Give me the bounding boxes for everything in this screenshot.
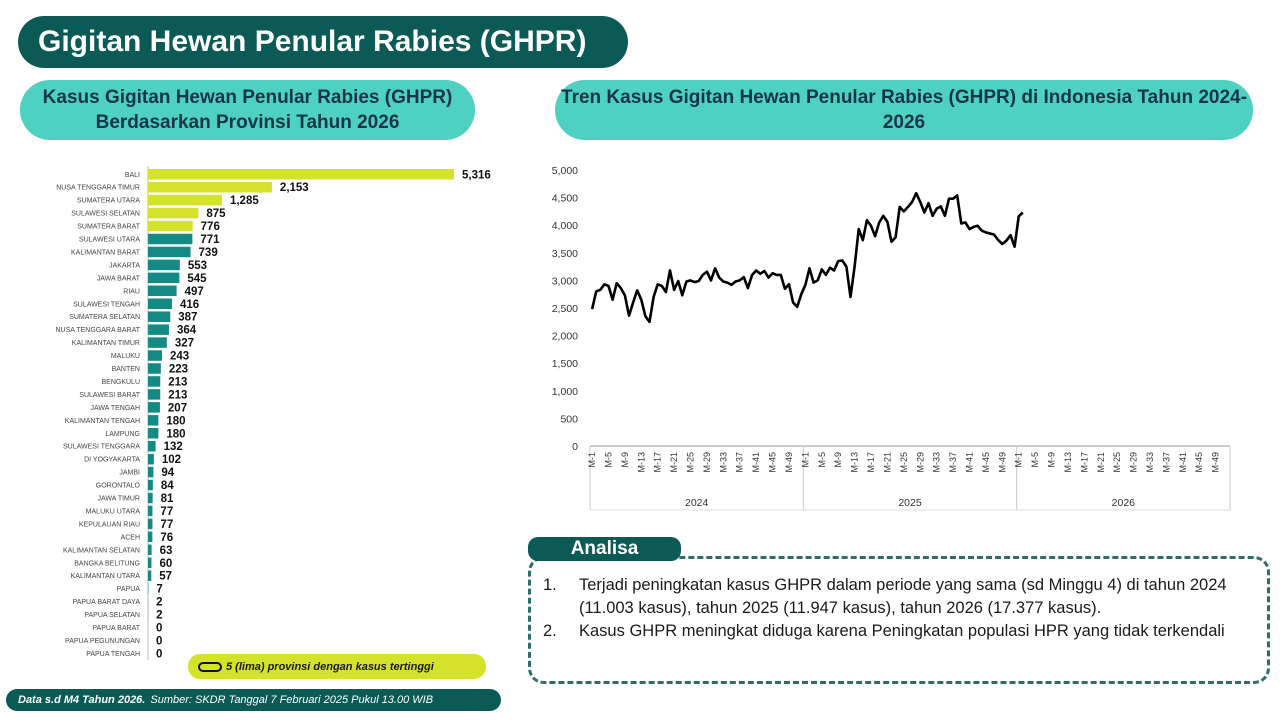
x-tick-label: M-41: [964, 452, 975, 473]
bar: [148, 337, 167, 348]
trend-line-chart: [520, 158, 1260, 518]
bar-value-label: 2: [156, 596, 163, 609]
bar-value-label: 243: [169, 350, 190, 363]
x-tick-label: M-33: [1145, 452, 1155, 473]
province-label: PAPUA BARAT DAYA: [72, 599, 140, 607]
bar-value-label: 327: [174, 337, 195, 350]
bar: [148, 493, 153, 504]
bar-value-label: 223: [168, 363, 189, 376]
x-tick-label: M-21: [669, 452, 680, 473]
bar: [148, 402, 160, 413]
bar: [148, 389, 160, 400]
province-label: JAMBI: [119, 469, 140, 477]
x-tick-label: M-9: [619, 452, 630, 468]
province-label: KALIMANTAN TENGAH: [64, 417, 140, 425]
analysis-text: Terjadi peningkatan kasus GHPR dalam periode yang sama (sd Minggu 4) di tahun 2024 (11.003 kasus), tahun 2025 (11.947 kasus), tahun 2026 (17.377 kasus).: [579, 576, 1227, 617]
x-tick-label: M-25: [1112, 452, 1123, 473]
province-label: JAKARTA: [109, 262, 140, 270]
x-tick-label: M-1: [1013, 452, 1024, 468]
bar: [148, 428, 158, 439]
province-label: JAWA TENGAH: [90, 404, 140, 412]
bar-value-label: 180: [166, 415, 186, 428]
x-tick-label: M-49: [1210, 452, 1221, 473]
bar-value-label: 0: [156, 622, 163, 635]
footer-bold: Data s.d M4 Tahun 2026.: [18, 694, 146, 706]
x-tick-label: M-5: [816, 452, 827, 468]
analysis-number: 1.: [543, 576, 557, 594]
province-label: SULAWESI SELATAN: [71, 210, 140, 218]
bar-value-label: 63: [159, 544, 173, 557]
bar-chart-title: Kasus Gigitan Hewan Penular Rabies (GHPR) Berdasarkan Provinsi Tahun 2026: [20, 80, 475, 140]
bar: [148, 311, 170, 322]
x-tick-label: M-45: [980, 452, 991, 473]
bar-value-label: 776: [200, 221, 220, 234]
province-label: KALIMANTAN SELATAN: [62, 547, 140, 555]
bar: [148, 324, 169, 335]
bar: [148, 169, 454, 180]
x-tick-label: M-49: [783, 452, 794, 473]
analysis-title: Analisa: [528, 537, 681, 561]
bar: [148, 350, 162, 361]
x-tick-label: M-45: [1194, 452, 1205, 473]
analysis-text: Kasus GHPR meningkat diduga karena Peningkatan populasi HPR yang tidak terkendali: [579, 622, 1225, 640]
province-label: GORONTALO: [95, 482, 140, 490]
province-label: NUSA TENGGARA BARAT: [55, 327, 140, 335]
legend-swatch: [198, 662, 222, 672]
bar-value-label: 497: [184, 285, 204, 298]
x-tick-label: M-21: [882, 452, 893, 473]
x-tick-label: M-37: [734, 452, 745, 473]
bar: [148, 363, 161, 374]
analysis-item: [543, 620, 1258, 643]
province-label: ACEH: [120, 534, 140, 542]
bar: [148, 234, 192, 245]
bar-value-label: 545: [187, 272, 207, 285]
x-tick-label: M-1: [800, 452, 811, 468]
province-label: KALIMANTAN TIMUR: [71, 340, 140, 348]
bar: [148, 247, 191, 258]
x-tick-label: M-33: [931, 452, 942, 473]
province-label: PAPUA: [116, 586, 140, 594]
y-tick-label: 3,500: [551, 247, 578, 260]
bar: [148, 519, 152, 530]
x-tick-label: M-13: [1062, 452, 1073, 473]
x-tick-label: M-45: [767, 452, 778, 473]
bar: [148, 182, 272, 193]
y-tick-label: 1,000: [551, 385, 578, 398]
bar-value-label: 213: [168, 389, 188, 402]
province-label: DI YOGYAKARTA: [84, 456, 140, 464]
bar-value-label: 875: [206, 208, 226, 221]
province-label: BANTEN: [111, 366, 140, 373]
bar: [148, 286, 177, 297]
x-tick-label: M-29: [1128, 452, 1139, 473]
legend: [188, 654, 486, 679]
x-tick-label: M-13: [849, 452, 860, 473]
bar: [148, 208, 198, 219]
x-tick-label: M-1: [587, 452, 598, 468]
x-tick-label: M-41: [751, 452, 762, 473]
x-tick-label: M-17: [866, 452, 877, 473]
bar-value-label: 102: [161, 454, 182, 467]
x-tick-label: M-9: [833, 452, 844, 468]
bar-value-label: 416: [179, 298, 200, 311]
bar: [148, 570, 151, 581]
bar-value-label: 57: [159, 570, 173, 583]
bar: [148, 376, 160, 387]
province-label: BALI: [124, 171, 140, 179]
bar-value-label: 5,316: [462, 169, 491, 182]
province-label: RIAU: [123, 288, 140, 296]
x-tick-label: M-29: [701, 452, 712, 473]
analysis-number: 2.: [543, 622, 557, 640]
province-label: SULAWESI TENGGARA: [62, 443, 140, 451]
analysis-list: [543, 574, 1258, 643]
y-tick-label: 4,500: [551, 192, 578, 205]
province-label: SULAWESI BARAT: [79, 391, 140, 399]
bar-value-label: 1,285: [229, 195, 259, 208]
line-chart-title: Tren Kasus Gigitan Hewan Penular Rabies (GHPR) di Indonesia Tahun 2024-2026: [555, 80, 1253, 140]
bar-value-label: 77: [160, 518, 174, 531]
bar-value-label: 84: [160, 480, 174, 493]
bar: [148, 532, 152, 543]
bar-value-label: 60: [159, 557, 173, 570]
source-footer: [6, 689, 501, 711]
x-tick-label: M-25: [685, 452, 696, 473]
bar-value-label: 2,153: [279, 182, 309, 195]
bar-value-label: 387: [178, 311, 198, 324]
year-label: 2026: [1111, 497, 1136, 509]
bar: [148, 506, 152, 517]
province-label: JAWA BARAT: [96, 275, 140, 283]
bar: [148, 467, 153, 478]
bar-value-label: 0: [156, 635, 163, 648]
bar-value-label: 81: [160, 493, 174, 505]
x-tick-label: M-9: [1046, 452, 1057, 468]
year-label: 2024: [684, 497, 709, 509]
bar: [148, 545, 152, 556]
province-label: BENGKULU: [101, 378, 140, 386]
bar: [148, 558, 151, 569]
province-label: LAMPUNG: [105, 430, 140, 438]
y-tick-label: 500: [560, 413, 578, 426]
x-tick-label: M-25: [898, 452, 909, 473]
bar-value-label: 207: [167, 402, 188, 415]
x-tick-label: M-49: [997, 452, 1008, 473]
x-tick-label: M-37: [948, 452, 959, 473]
bar-value-label: 771: [200, 234, 220, 246]
footer-source: Sumber: SKDR Tanggal 7 Februari 2025 Pukul 13.00 WIB: [150, 694, 434, 706]
bar: [148, 260, 180, 271]
province-label: SUMATERA UTARA: [76, 197, 140, 205]
page-title: Gigitan Hewan Penular Rabies (GHPR): [18, 16, 628, 68]
bar-value-label: 94: [161, 467, 175, 480]
province-label: MALUKU: [110, 353, 140, 361]
y-tick-label: 4,000: [551, 220, 578, 233]
province-label: MALUKU UTARA: [85, 508, 140, 516]
bar: [148, 299, 172, 310]
province-label: SUMATERA BARAT: [77, 223, 140, 231]
province-label: SULAWESI TENGAH: [73, 301, 140, 309]
bar-value-label: 76: [160, 531, 174, 544]
bar: [148, 221, 193, 232]
y-tick-label: 2,000: [551, 330, 578, 343]
bar-value-label: 2: [156, 609, 163, 622]
bar-value-label: 739: [198, 246, 218, 259]
x-tick-label: M-21: [1095, 452, 1106, 473]
province-label: PAPUA BARAT: [92, 625, 140, 632]
bar: [148, 415, 158, 426]
bar: [148, 454, 154, 465]
bar-value-label: 180: [166, 428, 186, 441]
bar-value-label: 7: [156, 583, 163, 596]
province-label: PAPUA TENGAH: [86, 650, 140, 658]
x-tick-label: M-33: [718, 452, 729, 473]
province-label: KALIMANTAN BARAT: [71, 249, 140, 257]
y-tick-label: 5,000: [551, 165, 578, 177]
year-label: 2025: [898, 497, 922, 509]
province-bar-chart: [0, 160, 510, 665]
bar-value-label: 0: [156, 648, 163, 661]
bar-value-label: 553: [187, 259, 208, 272]
bar-value-label: 77: [160, 505, 174, 518]
bar: [148, 195, 222, 206]
bar-value-label: 132: [163, 441, 183, 454]
province-label: SUMATERA SELATAN: [69, 314, 140, 322]
x-tick-label: M-37: [1161, 452, 1172, 473]
x-tick-label: M-41: [1177, 452, 1188, 473]
y-tick-label: 0: [572, 441, 578, 453]
x-tick-label: M-17: [1079, 452, 1090, 473]
province-label: KEPULAUAN RIAU: [78, 521, 140, 529]
x-tick-label: M-29: [915, 452, 926, 473]
x-tick-label: M-5: [1030, 452, 1041, 468]
province-label: BANGKA BELITUNG: [74, 560, 140, 568]
y-tick-label: 3,000: [551, 275, 578, 288]
bar-value-label: 364: [176, 324, 197, 337]
bar: [148, 273, 179, 284]
bar: [148, 480, 153, 491]
y-tick-label: 1,500: [551, 358, 578, 371]
y-tick-label: 2,500: [551, 303, 578, 315]
province-label: NUSA TENGGARA TIMUR: [56, 184, 140, 192]
x-tick-label: M-5: [603, 452, 614, 468]
x-tick-label: M-17: [652, 452, 663, 473]
bar: [148, 441, 156, 452]
province-label: KALIMANTAN UTARA: [70, 573, 140, 581]
province-label: PAPUA SELATAN: [84, 612, 140, 620]
analysis-item: [543, 574, 1258, 620]
legend-label: 5 (lima) provinsi dengan kasus tertinggi: [226, 660, 434, 673]
trend-line: [592, 193, 1023, 322]
province-label: JAWA TIMUR: [97, 495, 140, 503]
province-label: SULAWESI UTARA: [78, 236, 140, 244]
x-tick-label: M-13: [636, 452, 647, 473]
province-label: PAPUA PEGUNUNGAN: [65, 637, 140, 645]
bar-value-label: 213: [168, 376, 188, 389]
